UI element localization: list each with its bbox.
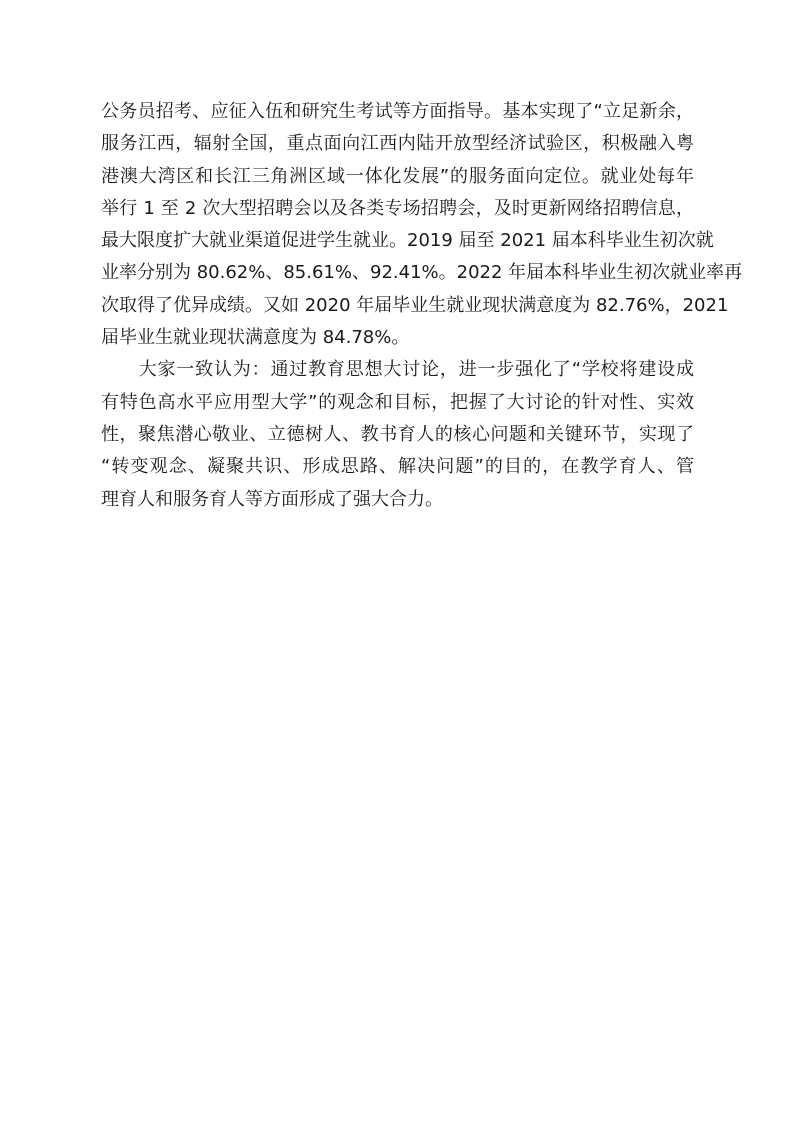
paragraph-consensus bbox=[101, 354, 694, 515]
text-line: 港澳大湾区和长江三角洲区域一体化发展”的服务面向定位。就业处每年 bbox=[101, 165, 694, 187]
text-line: 届毕业生就业现状满意度为 84.78%。 bbox=[101, 327, 410, 349]
text-line: 业率分别为 80.62%、85.61%、92.41%。2022 年届本科毕业生初次就业率再 bbox=[101, 262, 743, 284]
text-line: 服务江西，辐射全国，重点面向江西内陆开放型经济试验区，积极融入粤 bbox=[101, 133, 694, 155]
paragraph-employment bbox=[101, 96, 743, 354]
text-line: 举行 1 至 2 次大型招聘会以及各类专场招聘会，及时更新网络招聘信息， bbox=[101, 197, 694, 219]
text-line: 公务员招考、应征入伍和研究生考试等方面指导。基本实现了“立足新余， bbox=[101, 101, 694, 122]
text-line: 有特色高水平应用型大学”的观念和目标，把握了大讨论的针对性、实效 bbox=[101, 391, 694, 413]
document-body bbox=[101, 96, 743, 516]
text-line: “转变观念、凝聚共识、形成思路、解决问题”的目的，在教学育人、管 bbox=[101, 456, 694, 478]
text-line: 次取得了优异成绩。又如 2020 年届毕业生就业现状满意度为 82.76%，2021 bbox=[101, 294, 729, 316]
text-line: 大家一致认为：通过教育思想大讨论，进一步强化了“学校将建设成 bbox=[101, 359, 694, 381]
text-line: 性，聚焦潜心敬业、立德树人、教书育人的核心问题和关键环节，实现了 bbox=[101, 423, 694, 445]
text-line: 最大限度扩大就业渠道促进学生就业。2019 届至 2021 届本科毕业生初次就 bbox=[101, 230, 714, 252]
text-line: 理育人和服务育人等方面形成了强大合力。 bbox=[101, 488, 443, 510]
